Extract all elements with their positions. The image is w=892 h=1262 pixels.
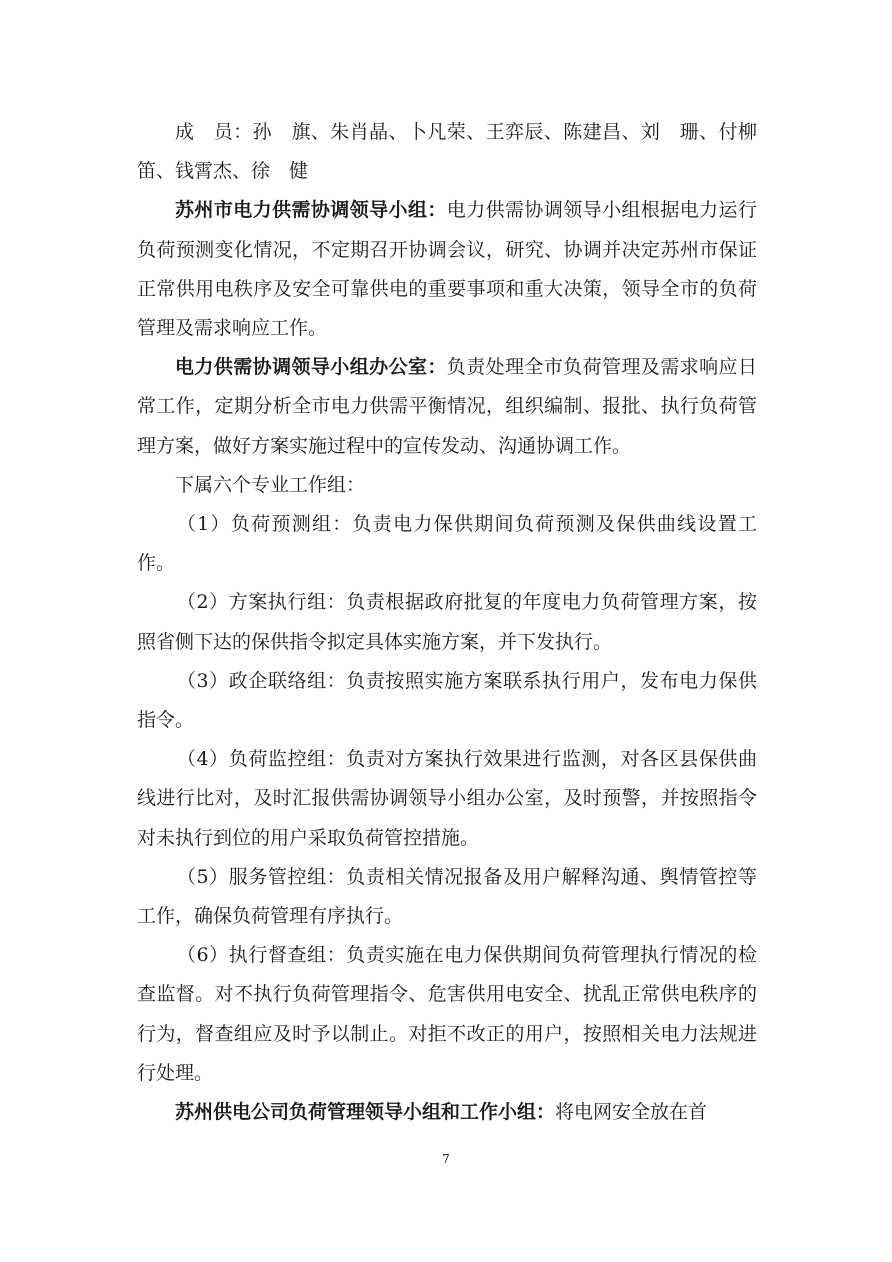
office-text: 负责处理全市负荷管理及需求响应日常工作，定期分析全市电力供需平衡情况，组织编制、报批、执行负荷管理方案，做好方案实施过程中的宣传发动、沟通协调工作。 [137, 356, 757, 457]
group-item-load-forecast: （1）负荷预测组：负责电力保供期间负荷预测及保供曲线设置工作。 [137, 513, 757, 575]
group-item-load-monitoring: （4）负荷监控组：负责对方案执行效果进行监测，对各区县保供曲线进行比对，及时汇报供需协调领导小组办公室，及时预警，并按照指令对未执行到位的用户采取负荷管控措施。 [137, 748, 757, 849]
members-label: 成 员： [175, 121, 253, 143]
group-item-service-control: （5）服务管控组：负责相关情况报备及用户解释沟通、舆情管控等工作，确保负荷管理有序执行。 [137, 865, 757, 928]
company-group-paragraph [137, 1093, 757, 1132]
group-item-liaison: （3）政企联络组：负责按照实施方案联系执行用户，发布电力保供指令。 [137, 669, 757, 732]
group-item-plan-execution: （2）方案执行组：负责根据政府批复的年度电力负荷管理方案，按照省侧下达的保供指令拟定具体实施方案，并下发执行。 [137, 591, 757, 653]
members-list: 孙 旗、朱肖晶、卜凡荣、王弈辰、陈建昌、刘 珊、付柳笛、钱霄杰、徐 健 [137, 121, 757, 183]
leading-group-text: 电力供需协调领导小组根据电力运行负荷预测变化情况，不定期召开协调会议，研究、协调并决定苏州市保证正常供用电秩序及安全可靠供电的重要事项和重大决策，领导全市的负荷管理及需求响应工作。 [137, 199, 757, 340]
page-number: 7 [442, 1152, 450, 1166]
groups-intro: 下属六个专业工作组： [175, 473, 366, 496]
company-group-text: 将电网安全放在首 [555, 1101, 708, 1124]
office-heading: 电力供需协调领导小组办公室： [175, 356, 447, 379]
leading-group-paragraph [137, 191, 757, 348]
members-paragraph [137, 113, 757, 191]
document-body [137, 113, 757, 1132]
group-item-supervision: （6）执行督查组：负责实施在电力保供期间负荷管理执行情况的检查监督。对不执行负荷管理指令、危害供用电安全、扰乱正常供电秩序的行为，督查组应及时予以制止。对拒不改正的用户，按照相关电力法规进行处理。 [137, 944, 757, 1084]
company-group-heading: 苏州供电公司负荷管理领导小组和工作小组： [175, 1101, 556, 1124]
office-paragraph [137, 348, 757, 466]
leading-group-heading: 苏州市电力供需协调领导小组： [175, 199, 447, 222]
